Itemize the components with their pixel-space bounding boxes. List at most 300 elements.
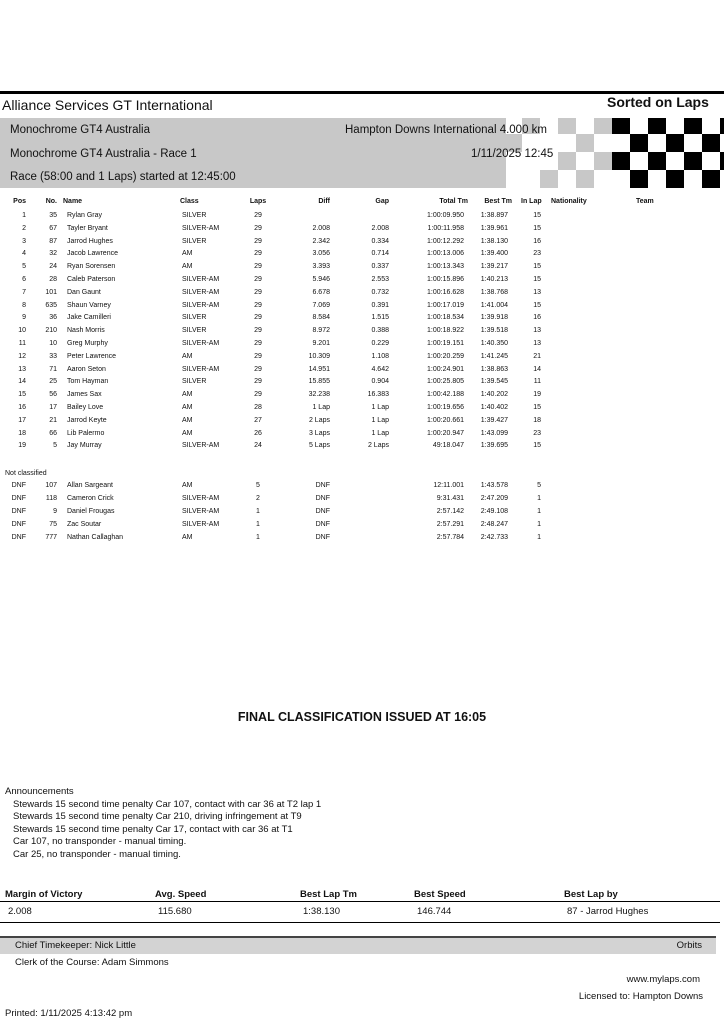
cell-best: 1:38.130 xyxy=(480,237,508,245)
cell-total: 1:00:18.922 xyxy=(427,327,464,335)
cell-total: 1:00:42.188 xyxy=(427,391,464,399)
cell-name: Rylan Gray xyxy=(67,212,103,219)
result-row xyxy=(0,250,724,263)
cell-best: 2:42.733 xyxy=(480,533,508,541)
not-classified-row xyxy=(0,521,724,534)
col-diff: Diff xyxy=(318,198,330,205)
cell-pos: 5 xyxy=(22,263,26,271)
cell-laps: 26 xyxy=(254,429,262,437)
cell-class: SILVER-AM xyxy=(182,365,220,373)
cell-inlap: 15 xyxy=(533,404,541,411)
cell-pos: DNF xyxy=(11,482,26,489)
cell-pos: DNF xyxy=(11,507,26,515)
cell-inlap: 13 xyxy=(533,327,541,335)
cell-laps: 29 xyxy=(254,263,262,271)
cell-class: AM xyxy=(182,263,193,271)
result-row xyxy=(0,276,724,289)
flag-square xyxy=(594,152,612,170)
result-row xyxy=(0,442,724,455)
cell-diff: 3 Laps xyxy=(308,429,330,437)
cell-laps: 29 xyxy=(254,352,262,360)
cell-name: Greg Murphy xyxy=(67,340,108,347)
cell-inlap: 15 xyxy=(533,276,541,283)
cell-best: 1:39.545 xyxy=(480,378,508,386)
cell-total: 2:57.142 xyxy=(436,507,464,515)
flag-square xyxy=(576,134,594,152)
result-row xyxy=(0,404,724,417)
flag-square xyxy=(720,118,724,134)
cell-gap: 4.642 xyxy=(371,365,389,373)
cell-no: 56 xyxy=(49,391,57,399)
flag-square xyxy=(630,134,648,152)
flag-square xyxy=(576,152,594,170)
cell-diff: 7.069 xyxy=(312,301,330,309)
cell-name: Allan Sargeant xyxy=(67,482,113,489)
flag-fade-square xyxy=(576,118,594,134)
cell-total: 1:00:18.534 xyxy=(427,314,464,322)
cell-gap: 2.008 xyxy=(371,224,389,232)
cell-diff: DNF xyxy=(315,520,330,528)
cell-diff: 3.393 xyxy=(312,263,330,271)
cell-best: 2:47.209 xyxy=(480,494,508,502)
result-row xyxy=(0,378,724,391)
cell-laps: 29 xyxy=(254,365,262,373)
cell-inlap: 16 xyxy=(533,314,541,322)
flag-square xyxy=(522,170,540,188)
best-lap-time-label: Best Lap Tm xyxy=(300,889,358,900)
cell-class: SILVER xyxy=(182,327,207,335)
best-lap-by-label: Best Lap by xyxy=(564,889,618,900)
cell-diff: DNF xyxy=(315,494,330,502)
cell-gap: 0.391 xyxy=(371,301,389,309)
flag-square xyxy=(630,170,648,188)
cell-name: Ryan Sorensen xyxy=(67,263,116,271)
result-row xyxy=(0,302,724,315)
cell-diff: 9.201 xyxy=(312,340,330,347)
cell-class: SILVER-AM xyxy=(182,276,220,283)
cell-diff: 2.342 xyxy=(312,237,330,245)
col-gap: Gap xyxy=(375,198,389,205)
cell-diff: 14.951 xyxy=(308,365,330,373)
cell-class: SILVER xyxy=(182,212,207,219)
cell-gap: 1.108 xyxy=(371,352,389,360)
cell-no: 101 xyxy=(45,288,57,296)
cell-total: 12:11.001 xyxy=(433,482,464,489)
cell-pos: 10 xyxy=(18,327,26,335)
cell-diff: 2 Laps xyxy=(308,416,330,424)
race-name: Monochrome GT4 Australia - Race 1 xyxy=(10,148,197,160)
cell-total: 1:00:12.292 xyxy=(427,237,464,245)
cell-laps: 29 xyxy=(254,250,262,258)
cell-inlap: 19 xyxy=(533,391,541,399)
cell-best: 1:39.217 xyxy=(480,263,508,271)
cell-class: SILVER-AM xyxy=(182,301,220,309)
cell-laps: 27 xyxy=(254,416,262,424)
cell-no: 33 xyxy=(49,352,57,360)
cell-laps: 1 xyxy=(256,533,260,541)
cell-inlap: 15 xyxy=(533,301,541,309)
cell-inlap: 5 xyxy=(537,482,541,489)
announcement-item: Stewards 15 second time penalty Car 17, contact with car 36 at T1 xyxy=(13,823,293,835)
cell-class: SILVER-AM xyxy=(182,494,220,502)
result-row xyxy=(0,340,724,353)
cell-no: 21 xyxy=(49,416,57,424)
cell-name: Dan Gaunt xyxy=(67,288,101,296)
cell-best: 1:39.961 xyxy=(480,224,508,232)
flag-square xyxy=(612,170,630,188)
cell-no: 9 xyxy=(53,507,57,515)
final-classification-notice: FINAL CLASSIFICATION ISSUED AT 16:05 xyxy=(237,710,487,724)
cell-class: SILVER-AM xyxy=(182,507,220,515)
result-row xyxy=(0,263,724,276)
not-classified-row xyxy=(0,508,724,521)
cell-no: 777 xyxy=(45,533,57,541)
announcement-item: Stewards 15 second time penalty Car 210, driving infringement at T9 xyxy=(13,811,302,822)
result-row xyxy=(0,417,724,430)
cell-best: 1:38.768 xyxy=(480,288,508,296)
cell-name: Zac Soutar xyxy=(67,520,102,528)
result-row xyxy=(0,289,724,302)
flag-fade-square xyxy=(558,170,576,188)
cell-class: SILVER-AM xyxy=(182,442,220,450)
flag-square xyxy=(630,152,648,170)
cell-laps: 29 xyxy=(254,212,262,219)
cell-best: 1:39.427 xyxy=(480,416,508,424)
cell-no: 118 xyxy=(45,494,57,502)
flag-square xyxy=(594,134,612,152)
flag-square xyxy=(648,134,666,152)
cell-laps: 29 xyxy=(254,301,262,309)
cell-name: James Sax xyxy=(67,391,102,399)
cell-pos: 13 xyxy=(18,365,26,373)
flag-square xyxy=(666,170,684,188)
cell-class: AM xyxy=(182,533,193,541)
orbits-brand: Orbits xyxy=(676,940,702,951)
flag-square xyxy=(648,152,666,170)
cell-diff: 5 Laps xyxy=(308,442,330,450)
cell-gap: 1.515 xyxy=(371,314,389,322)
cell-class: AM xyxy=(182,391,193,399)
cell-laps: 29 xyxy=(254,224,262,232)
cell-pos: 19 xyxy=(18,442,26,450)
cell-class: SILVER-AM xyxy=(182,340,220,347)
chief-timekeeper-bar xyxy=(0,936,716,954)
result-row xyxy=(0,225,724,238)
cell-name: Nash Morris xyxy=(67,327,105,335)
cell-pos: 3 xyxy=(22,237,26,245)
not-classified-row xyxy=(0,534,724,547)
cell-name: Cameron Crick xyxy=(67,494,114,502)
flag-square xyxy=(720,134,724,152)
clerk-of-course: Clerk of the Course: Adam Simmons xyxy=(15,957,169,968)
flag-square xyxy=(540,170,558,188)
cell-diff: DNF xyxy=(315,507,330,515)
flag-square xyxy=(720,170,724,188)
flag-square xyxy=(612,118,630,134)
cell-total: 1:00:24.901 xyxy=(427,365,464,373)
cell-total: 1:00:16.628 xyxy=(427,288,464,296)
cell-laps: 2 xyxy=(256,494,260,502)
cell-class: SILVER xyxy=(182,378,207,386)
results-table-header xyxy=(0,198,724,211)
flag-square xyxy=(684,152,702,170)
printed-timestamp: Printed: 1/11/2025 4:13:42 pm xyxy=(5,1008,133,1019)
not-classified-row xyxy=(0,495,724,508)
cell-inlap: 1 xyxy=(537,494,541,502)
cell-total: 1:00:13.006 xyxy=(427,250,464,258)
cell-inlap: 15 xyxy=(533,212,541,219)
cell-total: 1:00:15.896 xyxy=(427,276,464,283)
cell-diff: 8.584 xyxy=(312,314,330,322)
cell-diff: 8.972 xyxy=(312,327,330,335)
cell-total: 1:00:09.950 xyxy=(427,212,464,219)
cell-best: 1:43.578 xyxy=(480,482,508,489)
cell-total: 2:57.291 xyxy=(436,520,464,528)
flag-square xyxy=(684,118,702,134)
cell-total: 49:18.047 xyxy=(432,442,464,450)
cell-pos: 2 xyxy=(22,224,26,232)
cell-name: Aaron Seton xyxy=(67,365,106,373)
cell-no: 71 xyxy=(49,365,57,373)
not-classified-row xyxy=(0,482,724,495)
flag-square xyxy=(558,152,576,170)
cell-class: SILVER-AM xyxy=(182,520,220,528)
cell-total: 1:00:20.947 xyxy=(427,429,464,437)
summary-divider xyxy=(0,922,720,923)
cell-no: 35 xyxy=(49,212,57,219)
cell-laps: 24 xyxy=(254,442,262,450)
race-date-time: 1/11/2025 12:45 xyxy=(471,148,554,160)
cell-inlap: 21 xyxy=(533,352,541,360)
cell-gap: 0.732 xyxy=(371,288,389,296)
cell-laps: 29 xyxy=(254,391,262,399)
cell-total: 1:00:19.656 xyxy=(427,404,464,411)
cell-inlap: 1 xyxy=(537,507,541,515)
best-lap-by-value: 87 - Jarrod Hughes xyxy=(567,906,649,917)
cell-class: SILVER xyxy=(182,314,207,322)
cell-no: 210 xyxy=(45,327,57,335)
cell-diff: 32.238 xyxy=(308,391,330,399)
cell-name: Tayler Bryant xyxy=(67,224,108,232)
avg-speed-value: 115.680 xyxy=(158,906,192,917)
cell-total: 2:57.784 xyxy=(436,533,464,541)
cell-inlap: 1 xyxy=(537,520,541,528)
cell-class: AM xyxy=(182,352,193,360)
cell-no: 28 xyxy=(49,276,57,283)
flag-square xyxy=(702,118,720,134)
chief-timekeeper: Chief Timekeeper: Nick Little xyxy=(15,940,136,951)
flag-square xyxy=(648,170,666,188)
cell-gap: 0.229 xyxy=(371,340,389,347)
not-classified-label: Not classified xyxy=(5,470,47,477)
flag-square xyxy=(576,170,594,188)
cell-gap: 1 Lap xyxy=(371,429,389,437)
cell-no: 66 xyxy=(49,429,57,437)
best-lap-time-value: 1:38.130 xyxy=(303,906,340,917)
announcements xyxy=(5,786,321,861)
cell-best: 1:40.350 xyxy=(480,340,508,347)
flag-square xyxy=(666,152,684,170)
cell-best: 1:41.245 xyxy=(480,352,508,360)
cell-gap: 2 Laps xyxy=(367,442,389,450)
venue-name: Hampton Downs International 4.000 km xyxy=(345,124,547,136)
cell-pos: 8 xyxy=(22,301,26,309)
cell-diff: 1 Lap xyxy=(312,404,330,411)
cell-no: 67 xyxy=(49,224,57,232)
flag-fade-square xyxy=(506,170,522,188)
cell-best: 1:39.400 xyxy=(480,250,508,258)
cell-name: Jarrod Hughes xyxy=(67,237,113,245)
cell-diff: 5.946 xyxy=(312,276,330,283)
cell-total: 1:00:13.343 xyxy=(427,263,464,271)
col-laps: Laps xyxy=(249,198,267,205)
cell-name: Daniel Frougas xyxy=(67,507,115,515)
cell-inlap: 18 xyxy=(533,416,541,424)
cell-laps: 1 xyxy=(256,507,260,515)
cell-class: AM xyxy=(182,404,193,411)
cell-gap: 0.337 xyxy=(371,263,389,271)
cell-inlap: 14 xyxy=(533,365,541,373)
flag-square xyxy=(594,118,612,134)
cell-pos: DNF xyxy=(11,494,26,502)
cell-name: Lib Palermo xyxy=(67,429,105,437)
flag-square xyxy=(612,152,630,170)
cell-inlap: 13 xyxy=(533,288,541,296)
cell-laps: 29 xyxy=(254,340,262,347)
cell-laps: 29 xyxy=(254,276,262,283)
cell-inlap: 13 xyxy=(533,340,541,347)
cell-pos: 15 xyxy=(18,391,26,399)
cell-class: AM xyxy=(182,429,193,437)
cell-laps: 29 xyxy=(254,327,262,335)
cell-inlap: 11 xyxy=(533,378,541,386)
cell-total: 1:00:19.151 xyxy=(427,340,464,347)
announcement-item: Car 25, no transponder - manual timing. xyxy=(13,848,181,860)
cell-pos: 7 xyxy=(22,288,26,296)
cell-pos: DNF xyxy=(11,520,26,528)
cell-total: 1:00:25.805 xyxy=(427,378,464,386)
cell-name: Caleb Paterson xyxy=(67,276,116,283)
cell-inlap: 15 xyxy=(533,224,541,232)
cell-pos: 11 xyxy=(18,340,26,347)
result-row xyxy=(0,238,724,251)
cell-inlap: 16 xyxy=(533,237,541,245)
cell-diff: 3.056 xyxy=(312,250,330,258)
cell-class: AM xyxy=(182,250,193,258)
margin-of-victory-value: 2.008 xyxy=(8,906,32,917)
cell-laps: 29 xyxy=(254,288,262,296)
cell-class: SILVER xyxy=(182,237,207,245)
cell-total: 1:00:20.661 xyxy=(427,416,464,424)
cell-no: 25 xyxy=(49,378,57,386)
col-class: Class xyxy=(180,198,199,205)
cell-best: 1:39.695 xyxy=(480,442,508,450)
cell-no: 24 xyxy=(49,263,57,271)
cell-gap: 1 Lap xyxy=(371,404,389,411)
cell-best: 1:41.004 xyxy=(480,301,508,309)
cell-total: 1:00:17.019 xyxy=(427,301,464,309)
cell-diff: 15.855 xyxy=(308,378,330,386)
col-best-time: Best Tm xyxy=(484,198,512,205)
col-name: Name xyxy=(63,198,83,205)
cell-gap: 0.714 xyxy=(371,250,389,258)
result-row xyxy=(0,366,724,379)
cell-name: Jake Camilleri xyxy=(67,314,111,322)
sort-label: Sorted on Laps xyxy=(607,94,709,110)
flag-square xyxy=(630,118,648,134)
cell-inlap: 23 xyxy=(533,250,541,258)
col-team: Team xyxy=(636,198,654,205)
cell-inlap: 15 xyxy=(533,442,541,450)
cell-class: AM xyxy=(182,482,193,489)
cell-best: 1:39.518 xyxy=(480,327,508,335)
result-row xyxy=(0,212,724,225)
cell-gap: 0.388 xyxy=(371,327,389,335)
licensed-to: Licensed to: Hampton Downs xyxy=(578,991,703,1002)
flag-square xyxy=(648,118,666,134)
result-row xyxy=(0,391,724,404)
cell-diff: 2.008 xyxy=(312,224,330,232)
cell-pos: 1 xyxy=(22,212,26,219)
col-nationality: Nationality xyxy=(551,198,587,205)
flag-square xyxy=(684,134,702,152)
cell-best: 1:40.202 xyxy=(480,391,508,399)
flag-square xyxy=(702,170,720,188)
cell-gap: 0.904 xyxy=(371,378,389,386)
cell-best: 1:40.402 xyxy=(480,404,508,411)
result-row xyxy=(0,314,724,327)
cell-diff: DNF xyxy=(315,482,330,489)
cell-best: 2:48.247 xyxy=(480,520,508,528)
cell-pos: 12 xyxy=(18,352,26,360)
cell-no: 32 xyxy=(49,250,57,258)
cell-gap: 16.383 xyxy=(367,391,389,399)
cell-best: 1:38.897 xyxy=(480,212,508,219)
cell-inlap: 23 xyxy=(533,429,541,437)
cell-laps: 29 xyxy=(254,237,262,245)
cell-no: 87 xyxy=(49,237,57,245)
cell-name: Shaun Varney xyxy=(67,301,111,309)
cell-diff: 10.309 xyxy=(308,352,330,360)
cell-pos: 14 xyxy=(18,378,26,386)
cell-name: Jacob Lawrence xyxy=(67,250,118,258)
cell-gap: 1 Lap xyxy=(371,416,389,424)
cell-inlap: 1 xyxy=(537,533,541,541)
cell-name: Nathan Callaghan xyxy=(67,533,124,541)
cell-best: 1:40.213 xyxy=(480,276,508,283)
best-speed-label: Best Speed xyxy=(414,889,466,900)
website-link[interactable]: www.mylaps.com xyxy=(626,974,700,985)
cell-best: 2:49.108 xyxy=(480,507,508,515)
cell-laps: 29 xyxy=(254,378,262,386)
cell-laps: 29 xyxy=(254,314,262,322)
cell-gap: 0.334 xyxy=(371,237,389,245)
result-row xyxy=(0,327,724,340)
col-no: No. xyxy=(45,198,57,205)
summary-header xyxy=(0,888,720,902)
cell-name: Tom Hayman xyxy=(67,378,109,386)
announcement-item: Stewards 15 second time penalty Car 107, contact with car 36 at T2 lap 1 xyxy=(13,798,322,810)
cell-pos: 9 xyxy=(22,314,26,322)
flag-square xyxy=(684,170,702,188)
avg-speed-label: Avg. Speed xyxy=(155,889,207,900)
cell-inlap: 15 xyxy=(533,263,541,271)
col-in-lap: In Lap xyxy=(521,198,542,205)
cell-pos: 16 xyxy=(18,404,26,411)
cell-pos: 17 xyxy=(18,416,26,424)
organisation-title: Alliance Services GT International xyxy=(2,97,213,113)
cell-pos: 4 xyxy=(22,250,26,258)
